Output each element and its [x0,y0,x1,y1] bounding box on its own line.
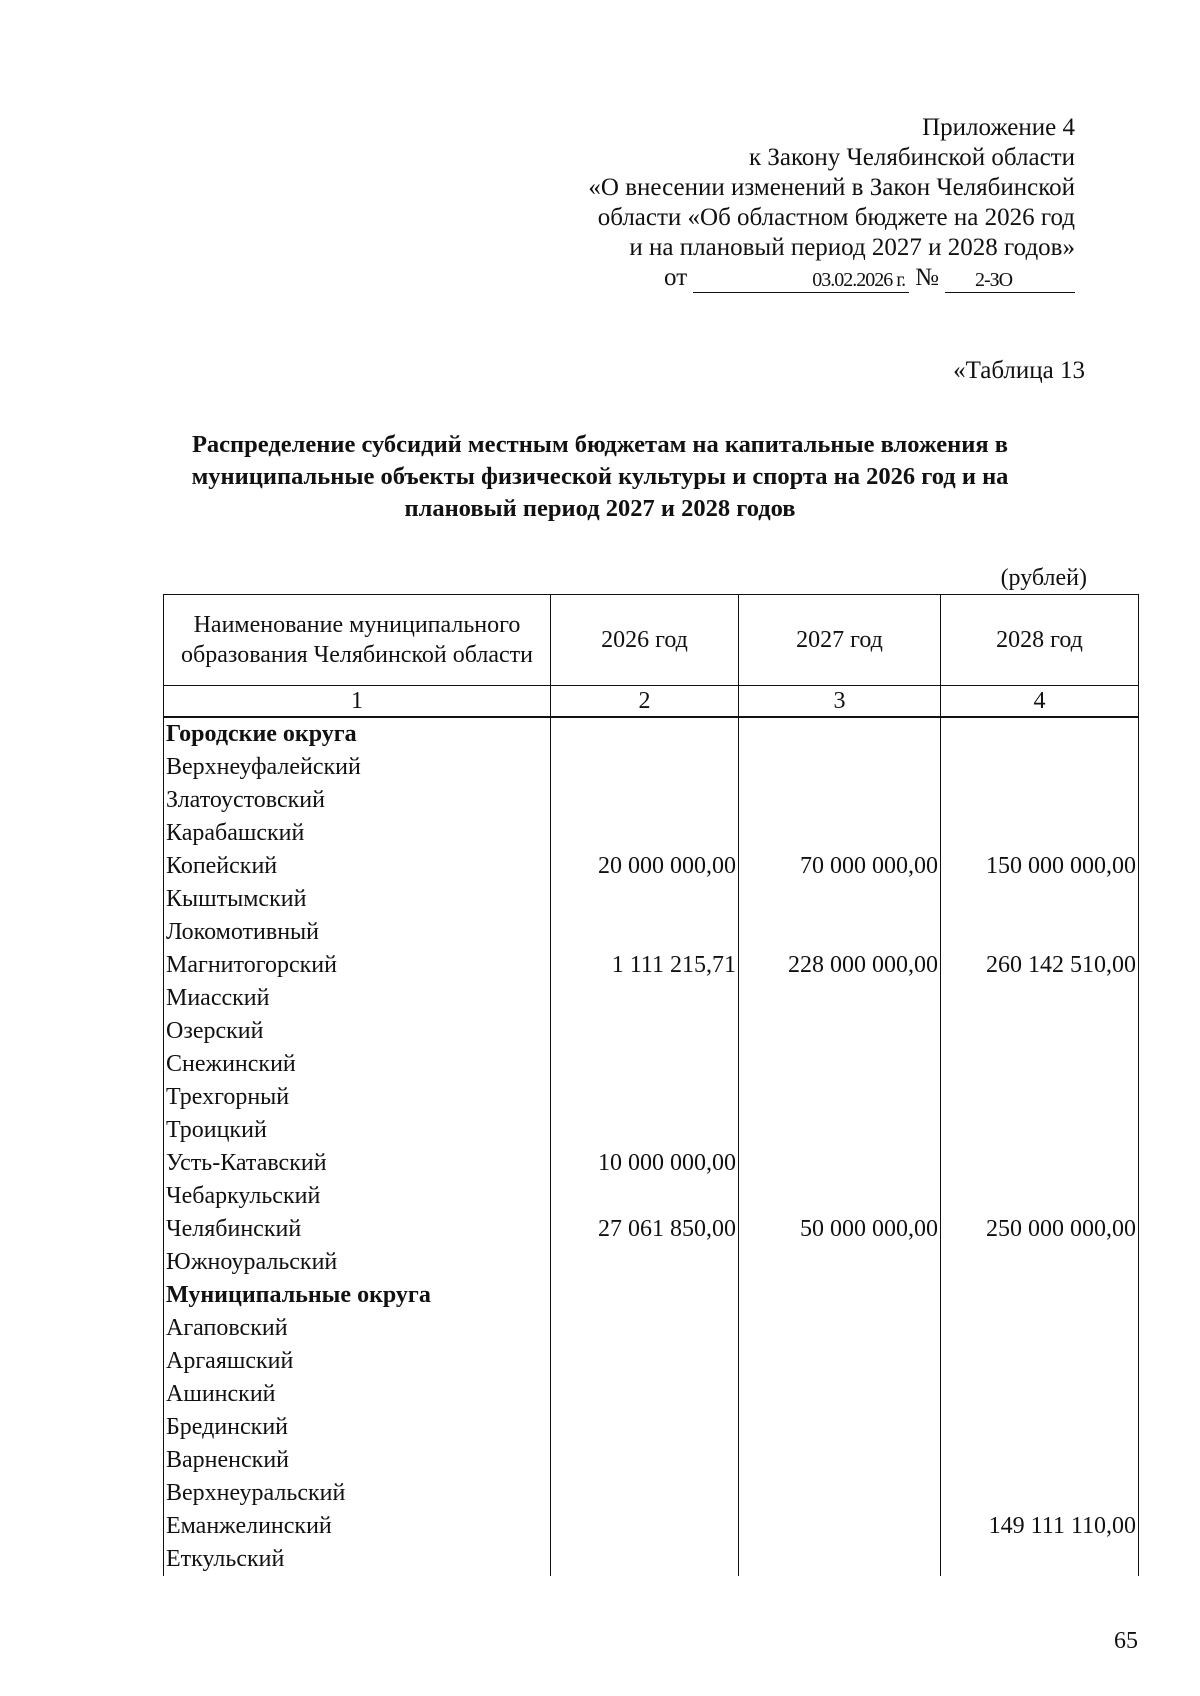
value-2026 [551,1444,739,1477]
value-2027 [739,883,941,916]
value-2027 [739,1411,941,1444]
value-2026 [551,1411,739,1444]
municipality-name: Карабашский [164,817,551,850]
municipality-name: Верхнеуральский [164,1477,551,1510]
value-2027 [739,916,941,949]
value-2027 [739,1312,941,1345]
value-2028: 260 142 510,00 [941,949,1139,982]
value-2026 [551,1180,739,1213]
value-2028 [941,1477,1139,1510]
value-2026: 20 000 000,00 [551,850,739,883]
value-2028 [941,1411,1139,1444]
municipality-name: Златоустовский [164,784,551,817]
value-2028 [941,883,1139,916]
value-2026: 10 000 000,00 [551,1147,739,1180]
municipality-name: Чебаркульский [164,1180,551,1213]
units-label: (рублей) [1000,565,1087,591]
table-row [164,1246,1139,1279]
value-2028 [941,717,1139,751]
table-row [164,1411,1139,1444]
value-2028 [941,784,1139,817]
value-2027 [739,1180,941,1213]
table-body [164,717,1139,1576]
column-number: 1 [164,686,551,718]
value-2028 [941,1543,1139,1576]
value-2026 [551,1378,739,1411]
municipality-name: Магнитогорский [164,949,551,982]
value-2027 [739,1477,941,1510]
table-row [164,1114,1139,1147]
value-2028 [941,1312,1139,1345]
document-title: Распределение субсидий местным бюджетам на капитальные вложения в муниципальные объекты физической культуры и спорта на 2026 год и на плановый период 2027 и 2028 годов [191,431,1009,522]
value-2028 [941,817,1139,850]
municipality-name: Трехгорный [164,1081,551,1114]
municipality-name: Брединский [164,1411,551,1444]
value-2028 [941,1048,1139,1081]
table-row [164,1510,1139,1543]
table-row [164,1048,1139,1081]
value-2027 [739,1081,941,1114]
value-2028 [941,1147,1139,1180]
value-2027 [739,1246,941,1279]
law-number: 2-ЗО [945,268,1075,293]
table-row [164,883,1139,916]
value-2026 [551,883,739,916]
value-2026 [551,1543,739,1576]
municipality-name: Снежинский [164,1048,551,1081]
value-2027 [739,1015,941,1048]
header-municipality: Наименование муниципального образования Челябинской области [164,595,551,686]
value-2028 [941,1378,1139,1411]
header-2027: 2027 год [739,595,941,686]
value-2027: 70 000 000,00 [739,850,941,883]
table-header-row [164,595,1139,686]
municipality-name: Усть-Катавский [164,1147,551,1180]
table-row [164,1180,1139,1213]
value-2026 [551,717,739,751]
value-2026: 1 111 215,71 [551,949,739,982]
municipality-name: Локомотивный [164,916,551,949]
value-2027 [739,1147,941,1180]
law-date: 03.02.2026 г. [693,268,909,293]
value-2027 [739,1279,941,1312]
value-2027 [739,1543,941,1576]
value-2026 [551,982,739,1015]
value-2028 [941,1114,1139,1147]
subsidy-table [163,594,1139,1576]
page-number: 65 [1114,1628,1138,1654]
value-2027: 50 000 000,00 [739,1213,941,1246]
table-row [164,1444,1139,1477]
column-number: 4 [941,686,1139,718]
value-2026 [551,1081,739,1114]
value-2028: 149 111 110,00 [941,1510,1139,1543]
table-row [164,1477,1139,1510]
table-row [164,1081,1139,1114]
value-2027 [739,1378,941,1411]
value-2027 [739,817,941,850]
law-reference: к Закону Челябинской области [749,144,1075,171]
table-row [164,916,1139,949]
municipality-name: Кыштымский [164,883,551,916]
value-2026 [551,784,739,817]
header-2026: 2026 год [551,595,739,686]
value-2027 [739,717,941,751]
table-row [164,1378,1139,1411]
law-title-line-1: «О внесении изменений в Закон Челябинской [588,174,1075,201]
table-group-row [164,1279,1139,1312]
table-row [164,1147,1139,1180]
municipality-name: Миасский [164,982,551,1015]
municipality-name: Копейский [164,850,551,883]
value-2026 [551,1477,739,1510]
value-2026 [551,1510,739,1543]
value-2026 [551,1114,739,1147]
municipality-name: Городские округа [164,717,551,751]
header-2028: 2028 год [941,595,1139,686]
value-2027 [739,1444,941,1477]
law-title-line-3: и на плановый период 2027 и 2028 годов» [629,234,1075,261]
value-2028 [941,1345,1139,1378]
value-2027 [739,751,941,784]
law-date-line [588,263,1075,293]
municipality-name: Троицкий [164,1114,551,1147]
value-2026 [551,1246,739,1279]
table-row [164,949,1139,982]
municipality-name: Еманжелинский [164,1510,551,1543]
value-2026 [551,1312,739,1345]
table-row [164,784,1139,817]
table-row [164,1312,1139,1345]
value-2028 [941,1015,1139,1048]
municipality-name: Южноуральский [164,1246,551,1279]
table-group-row [164,717,1139,751]
value-2027 [739,982,941,1015]
value-2028 [941,1081,1139,1114]
municipality-name: Верхнеуфалейский [164,751,551,784]
column-number: 3 [739,686,941,718]
municipality-name: Варненский [164,1444,551,1477]
value-2027 [739,1510,941,1543]
value-2028: 250 000 000,00 [941,1213,1139,1246]
municipality-name: Агаповский [164,1312,551,1345]
municipality-name: Озерский [164,1015,551,1048]
law-title-line-2: области «Об областном бюджете на 2026 год [597,204,1075,231]
date-prefix: от [664,264,688,291]
municipality-name: Муниципальные округа [164,1279,551,1312]
value-2027 [739,1345,941,1378]
value-2028 [941,1444,1139,1477]
appendix-header [588,113,1075,293]
municipality-name: Аргаяшский [164,1345,551,1378]
table-row [164,1543,1139,1576]
value-2027 [739,1114,941,1147]
municipality-name: Ашинский [164,1378,551,1411]
table-row [164,1345,1139,1378]
appendix-number: Приложение 4 [922,114,1075,141]
value-2026 [551,817,739,850]
value-2028 [941,916,1139,949]
value-2028 [941,1279,1139,1312]
municipality-name: Челябинский [164,1213,551,1246]
column-number-row [164,686,1139,718]
value-2027 [739,1048,941,1081]
value-2027 [739,784,941,817]
value-2028 [941,1180,1139,1213]
table-row [164,1213,1139,1246]
table-reference: «Таблица 13 [953,357,1085,384]
value-2028 [941,982,1139,1015]
value-2026 [551,1015,739,1048]
value-2028: 150 000 000,00 [941,850,1139,883]
value-2028 [941,751,1139,784]
value-2026 [551,751,739,784]
value-2027: 228 000 000,00 [739,949,941,982]
value-2026: 27 061 850,00 [551,1213,739,1246]
table-row [164,817,1139,850]
municipality-name: Еткульский [164,1543,551,1576]
number-sign: № [915,264,939,291]
table-row [164,1015,1139,1048]
table-row [164,751,1139,784]
value-2026 [551,1279,739,1312]
table-row [164,850,1139,883]
value-2028 [941,1246,1139,1279]
value-2026 [551,1048,739,1081]
column-number: 2 [551,686,739,718]
value-2026 [551,916,739,949]
table-row [164,982,1139,1015]
value-2026 [551,1345,739,1378]
